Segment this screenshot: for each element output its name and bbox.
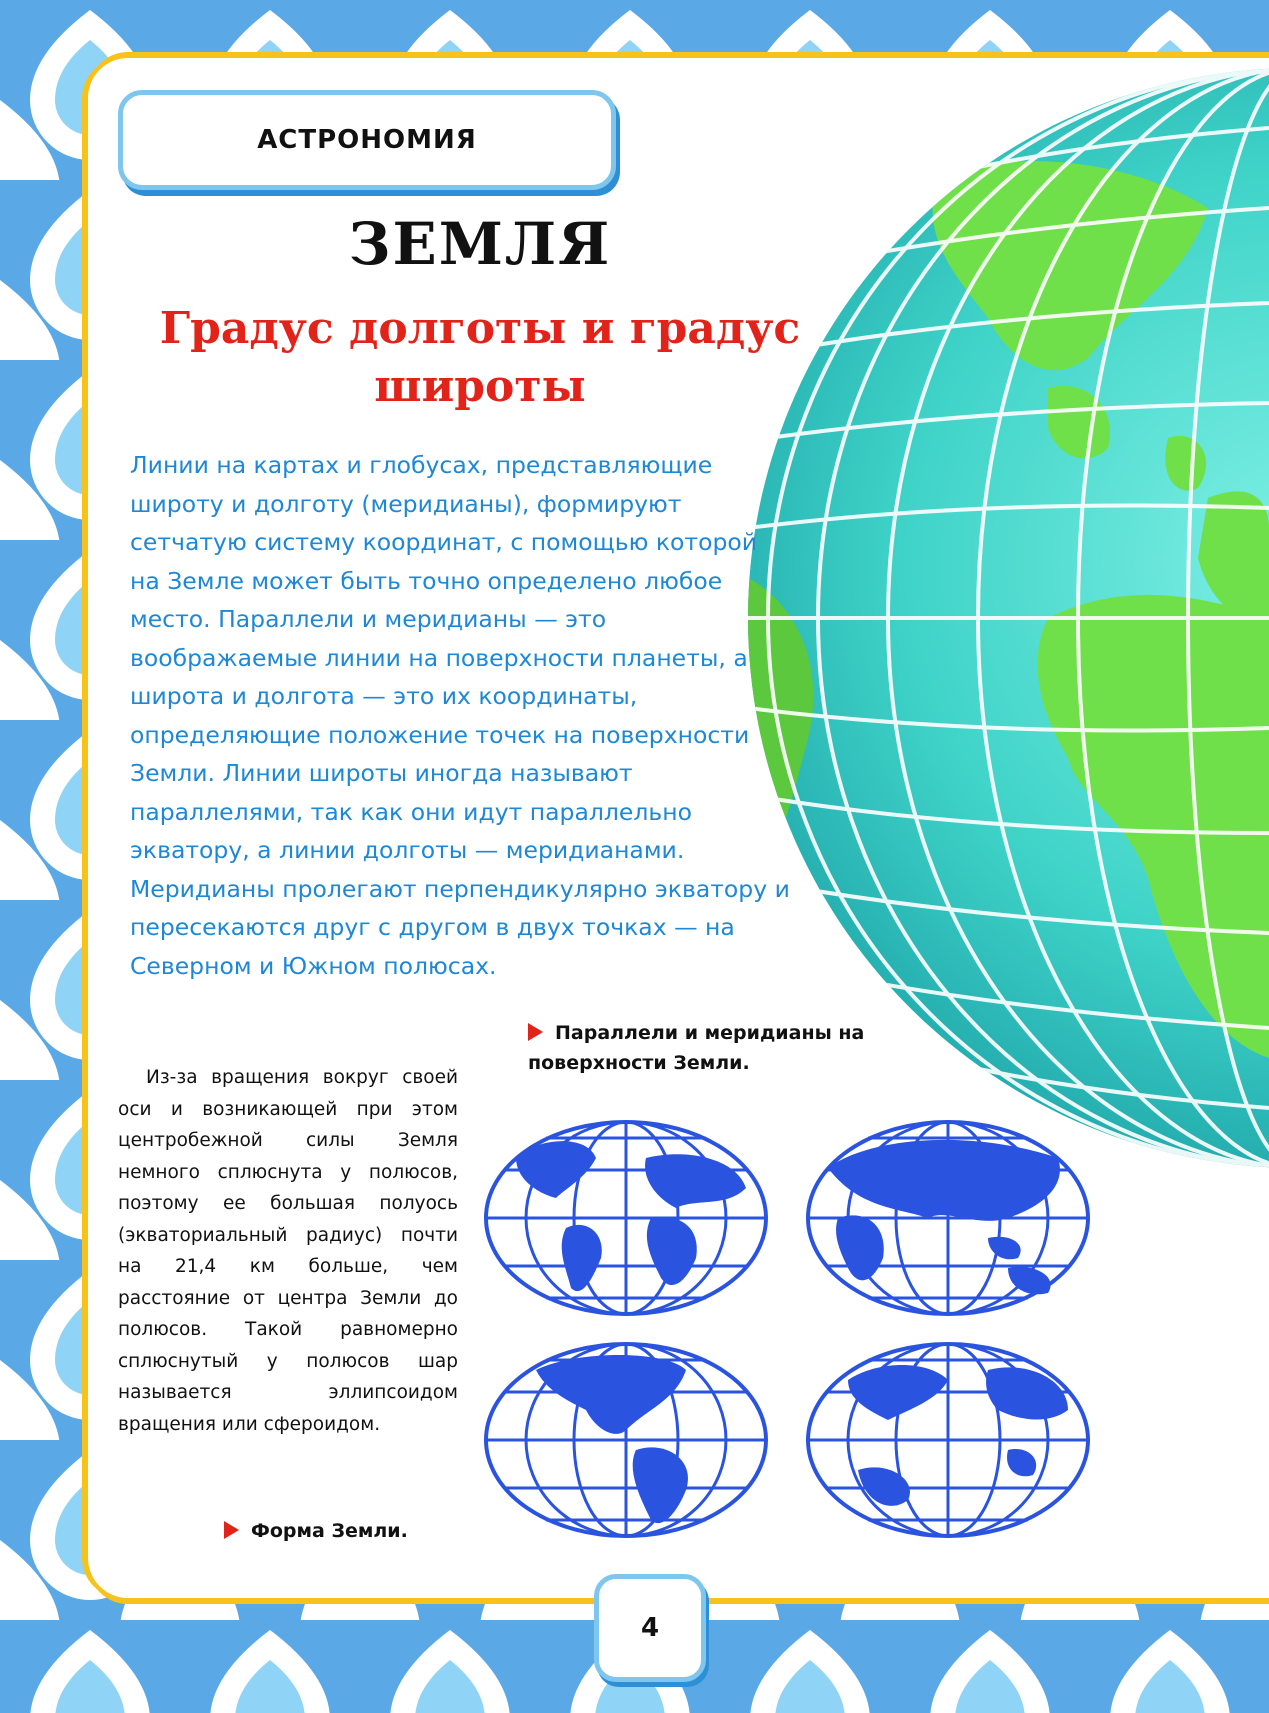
globe-caption: [528, 1018, 908, 1078]
shape-caption: [224, 1520, 464, 1542]
page-subtitle: Градус долготы и градус широты: [159, 303, 801, 412]
world-maps-illustration: [478, 1110, 1118, 1550]
section-tab: [118, 90, 616, 190]
side-paragraph: Из-за вращения вокруг своей оси и возникающей при этом центробежной силы Земля немного сплюснута у полюсов, поэтому ее большая полуось (экваториальный радиус) почти на 21,4 км больше, чем расстояние от центра Земли до полюсов. Такой равномерно сплюснутый у полюсов шар называется эллипсоидом вращения или сфероидом.: [118, 1067, 458, 1435]
map-ellipse-4: [808, 1344, 1088, 1536]
map-ellipse-1: [486, 1122, 766, 1314]
section-label: АСТРОНОМИЯ: [257, 125, 477, 155]
page-title: ЗЕМЛЯ: [348, 210, 612, 278]
arrow-right-icon: [528, 1023, 543, 1041]
main-paragraph: Линии на картах и глобусах, представляющие широту и долготу (меридианы), формируют сетчатую систему координат, с помощью которой на Земле может быть точно определено любое место. Параллели и меридианы — это воображаемые линии на поверхности планеты, а широта и долгота — это их координаты, определяющие положение точек на поверхности Земли. Линии широты иногда называют параллелями, так как они идут параллельно экватору, а линии долготы — меридианами. Меридианы пролегают перпендикулярно экватору и пересекаются друг с другом в двух точках — на Северном и Южном полюсах.: [130, 451, 790, 980]
map-ellipse-2: [808, 1122, 1088, 1314]
map-ellipse-3: [486, 1344, 766, 1536]
page-number: 4: [594, 1574, 706, 1682]
globe-caption-text: Параллели и меридианы на поверхности Земли.: [528, 1022, 865, 1074]
arrow-right-icon: [224, 1521, 239, 1539]
shape-caption-text: Форма Земли.: [251, 1520, 408, 1542]
